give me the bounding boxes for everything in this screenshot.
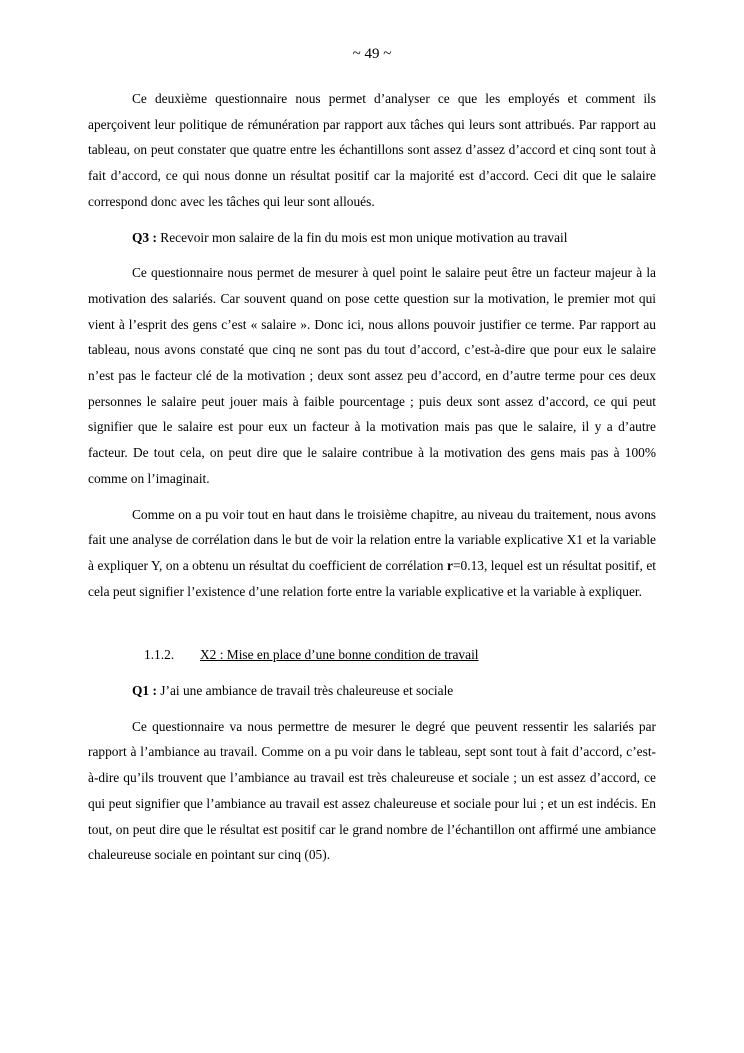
question-q1 [88,678,656,704]
question-q1-label: Q1 : [132,683,157,699]
paragraph-correlation [88,502,656,605]
correlation-text-after: =0.13, lequel est un résultat positif, et cela peut signifier l’existence d’une relation forte entre la variable explicative et la variable à expliquer. [88,557,656,599]
correlation-text-before: Comme on a pu voir tout en haut dans le troisième chapitre, au niveau du traitement, nous avons fait une analyse de corrélation dans le but de voir la relation entre la variable explicative X1 et la variable à expliquer Y, on a obtenu un résultat du coefficient de corrélation [88,506,656,573]
page-content [88,86,656,878]
paragraph-work-ambiance: Ce questionnaire va nous permettre de mesurer le degré que peuvent ressentir les salariés par rapport à l’ambiance au travail. Comme on a pu voir dans le tableau, sept sont tout à fait d’accord, c’est-à-dire qu’ils trouvent que l’ambiance au travail est très chaleureuse et sociale ; un est assez d’accord, ce qui peut signifier que l’ambiance au travail est assez chaleureuse et sociale pour lui ; et un est indécis. En tout, on peut dire que le résultat est positif car le grand nombre de l’échantillon ont affirmé une ambiance chaleureuse sociale en pointant sur cinq (05). [88,718,656,863]
page-number: ~ 49 ~ [352,46,392,62]
section-heading [88,642,656,668]
paragraph-remuneration-analysis: Ce deuxième questionnaire nous permet d’analyser ce que les employés et comment ils aperçoivent leur politique de rémunération par rapport aux tâches qui leurs sont attribués. Par rapport au tableau, on peut constater que quatre entre les échantillons sont assez d’assez d’accord et cinq sont tout à fait d’accord, ce qui nous donne un résultat positif car la majorité est d’accord. Ceci dit que le salaire correspond donc avec les tâches qui leur sont alloués. [88,91,656,209]
question-q3-text: Recevoir mon salaire de la fin du mois est mon unique motivation au travail [156,229,568,245]
question-q3-label: Q3 : [132,229,157,245]
correlation-r-label: r [447,557,453,573]
section-number: 1.1.2. [144,647,175,663]
question-q3 [88,225,656,251]
question-q1-text: J’ai une ambiance de travail très chaleureuse et sociale [156,683,454,699]
section-title: X2 : Mise en place d’une bonne condition de travail [200,647,479,663]
section-spacer [88,614,656,642]
paragraph-salary-motivation: Ce questionnaire nous permet de mesurer à quel point le salaire peut être un facteur majeur à la motivation des salariés. Car souvent quand on pose cette question sur la motivation, le premier mot qui vient à l’esprit des gens c’est « salaire ». Donc ici, nous allons pouvoir justifier ce terme. Par rapport au tableau, nous avons constaté que cinq ne sont pas du tout d’accord, c’est-à-dire que pour eux le salaire n’est pas le facteur clé de la motivation ; deux sont assez peu d’accord, en d’autre terme pour ces deux personnes le salaire peut jouer mais à faible pourcentage ; puis deux sont assez d’accord, ce qui peut signifier que le salaire est pour eux un facteur à la motivation mais pas que le salaire, il y a d’autre facteur. De tout cela, on peut dire que le salaire contribue à la motivation des gens mais pas à 100% comme on l’imaginait. [88,265,656,486]
